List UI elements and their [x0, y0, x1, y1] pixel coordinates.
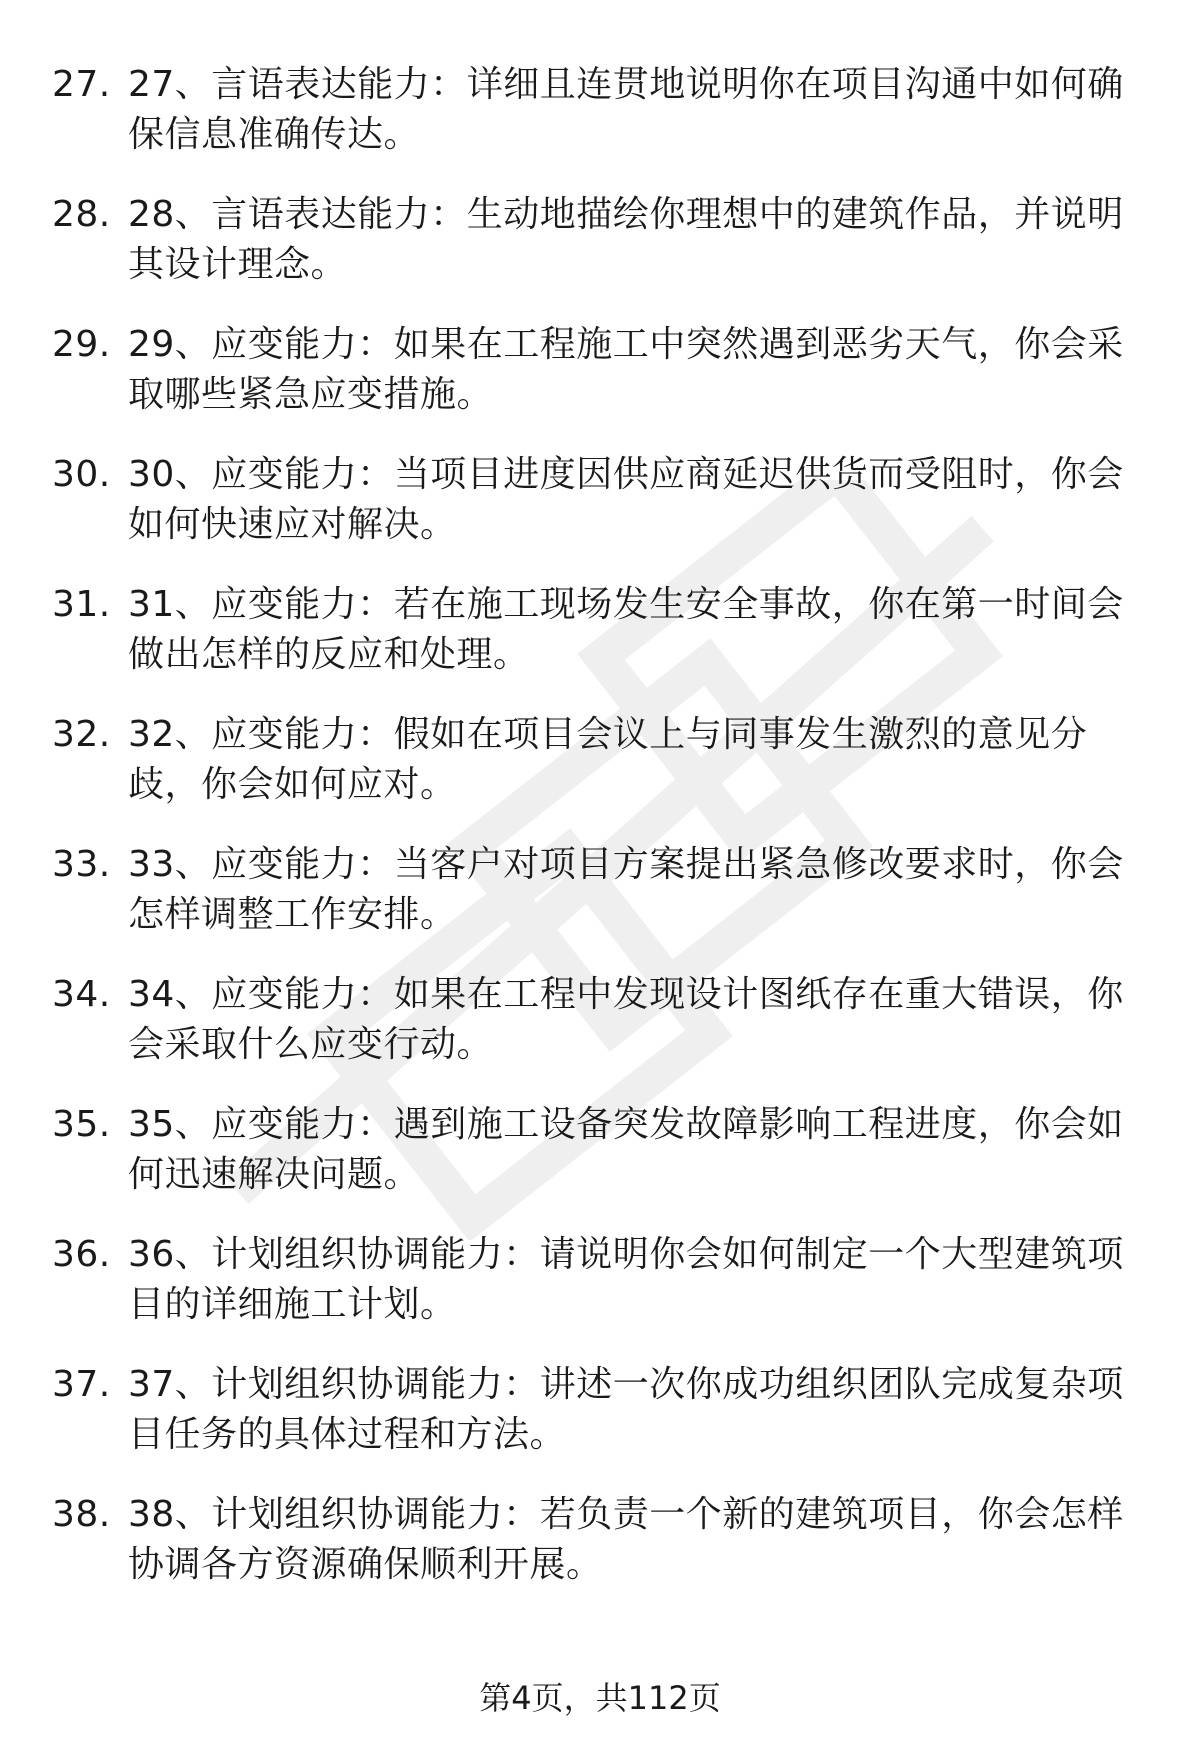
item-number: 29. — [52, 324, 111, 365]
page-footer: 第4页，共112页 — [479, 1679, 721, 1717]
item-number: 27. — [52, 64, 111, 105]
item-text: 27、言语表达能力：详细且连贯地说明你在项目沟通中如何确保信息准确传达。 — [128, 64, 1124, 155]
list-item — [0, 970, 1200, 1100]
item-text: 30、应变能力：当项目进度因供应商延迟供货而受阻时，你会如何快速应对解决。 — [128, 454, 1124, 545]
list-item — [0, 1360, 1200, 1490]
item-text: 35、应变能力：遇到施工设备突发故障影响工程进度，你会如何迅速解决问题。 — [128, 1104, 1124, 1195]
item-text: 29、应变能力：如果在工程施工中突然遇到恶劣天气，你会采取哪些紧急应变措施。 — [128, 324, 1124, 415]
item-number: 33. — [52, 844, 111, 885]
list-item — [0, 320, 1200, 450]
list-item — [0, 60, 1200, 190]
item-text: 34、应变能力：如果在工程中发现设计图纸存在重大错误，你会采取什么应变行动。 — [128, 974, 1124, 1065]
list-item — [0, 840, 1200, 970]
item-text: 32、应变能力：假如在项目会议上与同事发生激烈的意见分歧，你会如何应对。 — [128, 714, 1088, 805]
item-number: 38. — [52, 1494, 111, 1535]
item-number: 30. — [52, 454, 111, 495]
item-number: 28. — [52, 194, 111, 235]
item-number: 34. — [52, 974, 111, 1015]
item-number: 32. — [52, 714, 111, 755]
item-text: 33、应变能力：当客户对项目方案提出紧急修改要求时，你会怎样调整工作安排。 — [128, 844, 1124, 935]
item-text: 37、计划组织协调能力：讲述一次你成功组织团队完成复杂项目任务的具体过程和方法。 — [128, 1364, 1124, 1455]
list-item — [0, 1100, 1200, 1230]
item-number: 37. — [52, 1364, 111, 1405]
item-number: 31. — [52, 584, 111, 625]
item-text: 28、言语表达能力：生动地描绘你理想中的建筑作品，并说明其设计理念。 — [128, 194, 1124, 285]
list-item — [0, 580, 1200, 710]
list-item — [0, 190, 1200, 320]
list-item — [0, 450, 1200, 580]
question-list — [0, 60, 1200, 1620]
item-text: 36、计划组织协调能力：请说明你会如何制定一个大型建筑项目的详细施工计划。 — [128, 1234, 1124, 1325]
list-item — [0, 710, 1200, 840]
list-item — [0, 1490, 1200, 1620]
item-text: 38、计划组织协调能力：若负责一个新的建筑项目，你会怎样协调各方资源确保顺利开展。 — [128, 1494, 1124, 1585]
item-text: 31、应变能力：若在施工现场发生安全事故，你在第一时间会做出怎样的反应和处理。 — [128, 584, 1124, 675]
item-number: 36. — [52, 1234, 111, 1275]
list-item — [0, 1230, 1200, 1360]
item-number: 35. — [52, 1104, 111, 1145]
